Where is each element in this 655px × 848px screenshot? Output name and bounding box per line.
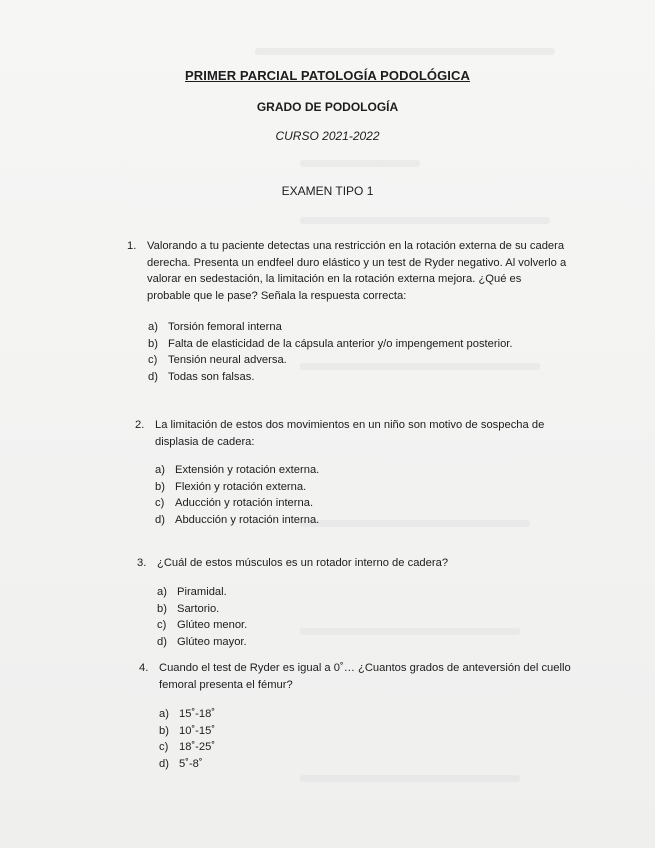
- option-letter: c): [155, 497, 165, 509]
- exam-type: EXAMEN TIPO 1: [281, 184, 374, 198]
- option-letter: a): [148, 321, 158, 333]
- option-c: [148, 352, 513, 369]
- option-c: [157, 617, 247, 634]
- question-number: 3.: [137, 557, 147, 569]
- option-letter: a): [157, 586, 167, 598]
- option-text: Glúteo menor.: [177, 619, 248, 631]
- option-letter: b): [155, 480, 165, 493]
- question-text: ¿Cuál de estos músculos es un rotador interno de cadera?: [157, 557, 449, 569]
- question-text: Cuando el test de Ryder es igual a 0˚… ¿Cuantos grados de anteversión del cuello femoral presenta el fémur?: [159, 662, 571, 691]
- option-letter: d): [157, 635, 167, 648]
- question-4: [139, 660, 579, 693]
- degree-name: GRADO DE PODOLOGÍA: [256, 100, 399, 114]
- option-letter: a): [155, 464, 165, 476]
- question-number: 2.: [135, 419, 145, 431]
- question-1: [127, 238, 567, 304]
- question-2-options: [155, 462, 319, 528]
- option-letter: d): [148, 370, 158, 383]
- option-letter: b): [157, 602, 167, 615]
- option-d: [155, 512, 319, 529]
- option-text: Sartorio.: [177, 602, 220, 615]
- option-text: Glúteo mayor.: [177, 635, 247, 648]
- option-text: 15˚-18˚: [179, 708, 216, 720]
- course-year: CURSO 2021-2022: [275, 129, 380, 143]
- question-text: Valorando a tu paciente detectas una restricción en la rotación externa de su cadera derecha. Presenta un endfeel duro elástico y un test de Ryder negativo. Al volverlo a valorar en sedestación, la limitación en la rotación externa mejora. ¿Qué es probable que le pase? Señala la respuesta correcta:: [147, 240, 567, 302]
- option-b: [157, 601, 247, 618]
- option-letter: c): [148, 354, 158, 366]
- question-1-options: [148, 319, 513, 385]
- option-letter: d): [155, 513, 165, 526]
- option-c: [159, 739, 215, 756]
- option-letter: a): [159, 708, 169, 720]
- exam-title: PRIMER PARCIAL PATOLOGÍA PODOLÓGICA: [185, 68, 470, 83]
- option-b: [155, 479, 319, 496]
- option-text: 18˚-25˚: [179, 741, 216, 753]
- option-text: Flexión y rotación externa.: [175, 480, 307, 493]
- option-c: [155, 495, 319, 512]
- option-a: [148, 319, 513, 336]
- question-2: [135, 417, 575, 450]
- bleed-through-mark: [300, 520, 530, 527]
- bleed-through-mark: [300, 628, 520, 635]
- option-text: 5˚-8˚: [179, 757, 203, 770]
- option-b: [159, 723, 215, 740]
- option-letter: d): [159, 757, 169, 770]
- option-text: Aducción y rotación interna.: [175, 497, 314, 509]
- option-letter: b): [159, 724, 169, 737]
- option-letter: c): [157, 619, 167, 631]
- option-text: Tensión neural adversa.: [168, 354, 287, 366]
- option-letter: b): [148, 337, 158, 350]
- question-text: La limitación de estos dos movimientos en un niño son motivo de sospecha de displasia de cadera:: [155, 419, 545, 448]
- option-text: Abducción y rotación interna.: [175, 513, 320, 526]
- option-text: Extensión y rotación externa.: [175, 464, 320, 476]
- option-text: Torsión femoral interna: [168, 321, 282, 333]
- option-a: [157, 584, 247, 601]
- option-a: [155, 462, 319, 479]
- question-3: [137, 555, 577, 572]
- bleed-through-mark: [300, 775, 520, 782]
- option-text: Falta de elasticidad de la cápsula anterior y/o impengement posterior.: [168, 337, 513, 350]
- question-number: 1.: [127, 240, 137, 252]
- bleed-through-mark: [300, 217, 550, 224]
- option-d: [159, 756, 215, 773]
- question-4-options: [159, 706, 215, 772]
- bleed-through-mark: [255, 48, 555, 55]
- option-b: [148, 336, 513, 353]
- question-number: 4.: [139, 662, 149, 674]
- option-text: Todas son falsas.: [168, 370, 255, 383]
- option-d: [157, 634, 247, 651]
- option-a: [159, 706, 215, 723]
- bleed-through-mark: [300, 160, 420, 167]
- question-3-options: [157, 584, 247, 650]
- option-d: [148, 369, 513, 386]
- option-letter: c): [159, 741, 169, 753]
- option-text: Piramidal.: [177, 586, 227, 598]
- option-text: 10˚-15˚: [179, 724, 216, 737]
